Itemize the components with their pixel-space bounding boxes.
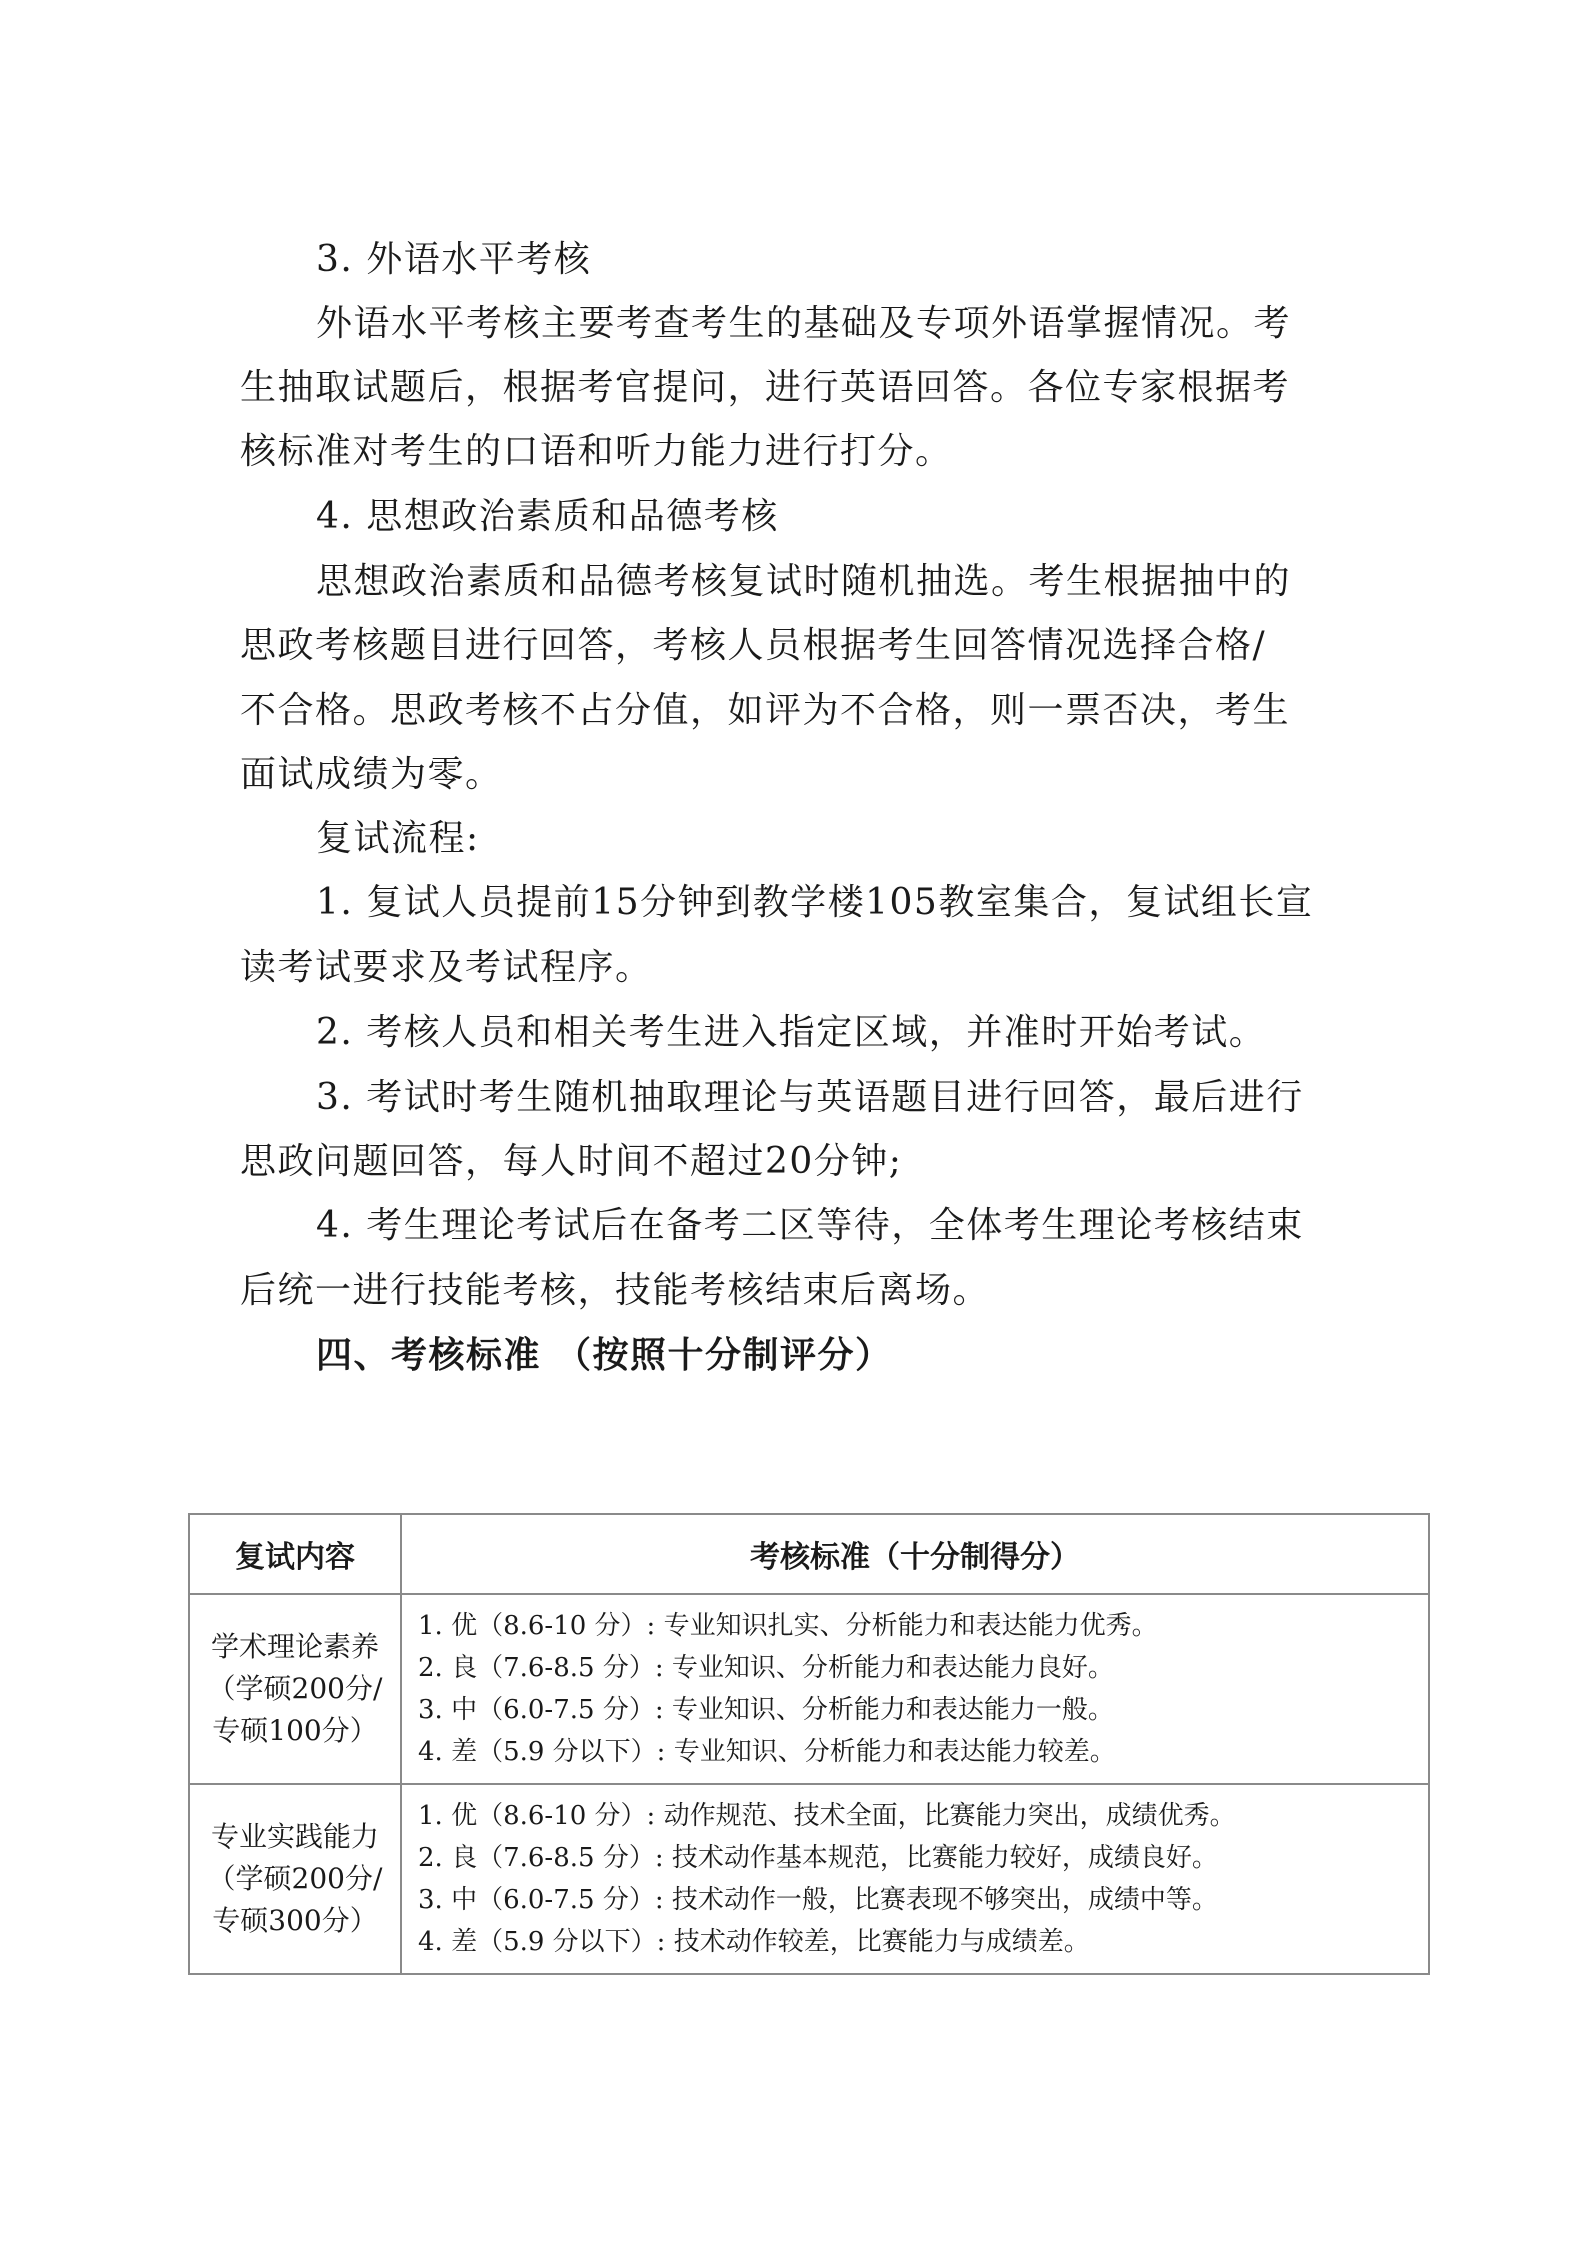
paragraph-line: 后统一进行技能考核，技能考核结束后离场。 — [240, 1270, 991, 1311]
paragraph-line: 生抽取试题后，根据考官提问，进行英语回答。各位专家根据考 — [240, 367, 1291, 408]
category-points: 专硕300分） — [212, 1904, 378, 1937]
section-heading: 四、考核标准 （按照十分制评分） — [316, 1335, 893, 1376]
criteria-line: 4. 差（5.9 分以下）: 技术动作较差，比赛能力与成绩差。 — [418, 1927, 1090, 1957]
paragraph-line: 4. 考生理论考试后在备考二区等待，全体考生理论考核结束 — [316, 1205, 1304, 1246]
category-name: 专业实践能力 — [210, 1820, 379, 1853]
subsection-title: 3. 外语水平考核 — [316, 239, 592, 280]
category-points: 专硕100分） — [212, 1714, 378, 1747]
paragraph-line: 2. 考核人员和相关考生进入指定区域，并准时开始考试。 — [316, 1012, 1267, 1053]
paragraph-line: 外语水平考核主要考查考生的基础及专项外语掌握情况。考 — [316, 303, 1292, 344]
criteria-line: 1. 优（8.6-10 分）: 专业知识扎实、分析能力和表达能力优秀。 — [418, 1611, 1158, 1641]
category-name: 学术理论素养 — [210, 1630, 379, 1663]
paragraph-line: 思政考核题目进行回答，考核人员根据考生回答情况选择合格/ — [240, 625, 1267, 666]
paragraph-line: 思想政治素质和品德考核复试时随机抽选。考生根据抽中的 — [316, 561, 1292, 602]
paragraph-line: 不合格。思政考核不占分值，如评为不合格，则一票否决，考生 — [240, 690, 1291, 731]
category-cell — [189, 1784, 401, 1974]
criteria-line: 2. 良（7.6-8.5 分）: 专业知识、分析能力和表达能力良好。 — [418, 1653, 1114, 1683]
category-cell — [189, 1594, 401, 1784]
subsection-title: 复试流程: — [316, 818, 480, 859]
header-cell-criteria: 考核标准（十分制得分） — [401, 1514, 1429, 1594]
criteria-table — [188, 1513, 1430, 1975]
criteria-line: 3. 中（6.0-7.5 分）: 专业知识、分析能力和表达能力一般。 — [418, 1695, 1114, 1725]
table-row — [189, 1594, 1429, 1784]
paragraph-line: 3. 考试时考生随机抽取理论与英语题目进行回答，最后进行 — [316, 1077, 1304, 1118]
category-points: （学硕200分/ — [207, 1672, 383, 1705]
criteria-cell — [401, 1594, 1429, 1784]
paragraph-line: 思政问题回答，每人时间不超过20分钟; — [240, 1141, 903, 1182]
paragraph-line: 1. 复试人员提前15分钟到教学楼105教室集合，复试组长宣 — [316, 882, 1314, 923]
criteria-line: 4. 差（5.9 分以下）: 专业知识、分析能力和表达能力较差。 — [418, 1737, 1116, 1767]
category-points: （学硕200分/ — [207, 1862, 383, 1895]
paragraph-line: 面试成绩为零。 — [240, 754, 503, 795]
criteria-cell — [401, 1784, 1429, 1974]
criteria-line: 3. 中（6.0-7.5 分）: 技术动作一般，比赛表现不够突出，成绩中等。 — [418, 1885, 1218, 1915]
table-header-row — [189, 1514, 1429, 1594]
header-cell-content: 复试内容 — [189, 1514, 401, 1594]
criteria-line: 1. 优（8.6-10 分）: 动作规范、技术全面，比赛能力突出，成绩优秀。 — [418, 1801, 1236, 1831]
table-row — [189, 1784, 1429, 1974]
criteria-line: 2. 良（7.6-8.5 分）: 技术动作基本规范，比赛能力较好，成绩良好。 — [418, 1843, 1218, 1873]
paragraph-line: 读考试要求及考试程序。 — [240, 947, 653, 988]
paragraph-line: 核标准对考生的口语和听力能力进行打分。 — [240, 431, 953, 472]
subsection-title: 4. 思想政治素质和品德考核 — [316, 496, 779, 537]
